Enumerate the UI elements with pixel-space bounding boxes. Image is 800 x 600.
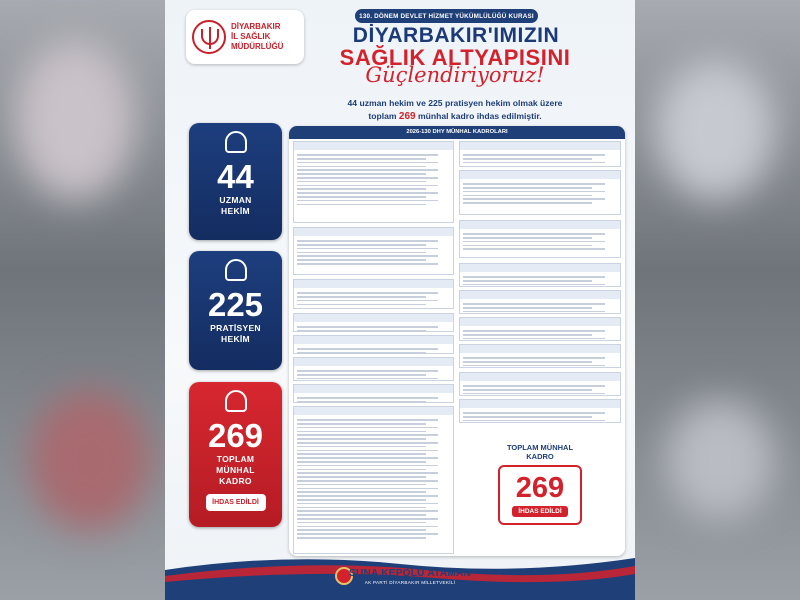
stat-number: 44 (217, 158, 254, 195)
stat-number: 225 (207, 286, 264, 323)
logo-text (231, 22, 283, 52)
intro-number: 269 (398, 111, 416, 122)
kura-badge: 130. DÖNEM DEVLET HİZMET YÜKÜMLÜLÜĞÜ KURASI (355, 9, 538, 23)
section-header (294, 280, 453, 288)
intro-text (315, 97, 595, 123)
stat-card-specialist (189, 123, 282, 240)
stat-label: UZMAN (219, 195, 252, 205)
section-header (294, 407, 453, 415)
left-blurred-background (0, 0, 165, 600)
total-label: TOPLAM MÜNHAL KADRO (506, 443, 574, 461)
table-section (459, 290, 621, 314)
table-section (459, 263, 621, 287)
total-vacancy-block (495, 443, 585, 525)
logo-line2: İL SAĞLIK (231, 32, 271, 41)
section-header (294, 336, 453, 344)
stat-label: PRATİSYEN (210, 323, 261, 333)
intro-line1: 44 uzman hekim ve 225 pratisyen hekim olmak üzere (347, 98, 563, 108)
headline-infrastructure: SAĞLIK ALTYAPISINI (339, 45, 571, 70)
table-section (293, 313, 454, 332)
section-header (460, 291, 620, 299)
logo-line1: DİYARBAKIR (231, 22, 281, 31)
section-header (460, 373, 620, 381)
stat-number: 269 (207, 417, 264, 454)
intro-line2: toplam 269 münhal kadro ihdas edilmiştir. (368, 111, 542, 122)
established-badge: İHDAS EDİLDİ (206, 494, 266, 511)
section-header (460, 400, 620, 408)
blur-blob (665, 400, 775, 520)
section-header (460, 221, 620, 229)
stat-label: KADRO (219, 476, 252, 486)
section-header (294, 228, 453, 236)
blur-blob (655, 60, 775, 200)
section-header (294, 314, 453, 322)
table-section (459, 317, 621, 341)
group-icon (225, 390, 247, 412)
headline-city: DİYARBAKIR'IMIZIN (352, 24, 560, 47)
section-header (460, 264, 620, 272)
section-header (294, 142, 453, 150)
ministry-logo-card (186, 10, 304, 64)
table-section (293, 335, 454, 354)
poster (165, 0, 635, 600)
table-section (293, 357, 454, 381)
table-section (459, 170, 621, 215)
nurse-icon (225, 259, 247, 281)
vacancy-table-title: 2026-130 DHY MÜNHAL KADROLARI (289, 126, 625, 139)
total-box (498, 465, 582, 525)
doctor-icon (225, 131, 247, 153)
section-header (460, 318, 620, 326)
headline-strengthening: Güçlendiriyoruz! (365, 63, 545, 87)
table-section (293, 406, 454, 554)
table-section (293, 227, 454, 275)
section-header (294, 358, 453, 366)
right-blurred-background (635, 0, 800, 600)
section-header (460, 171, 620, 179)
section-header (460, 142, 620, 150)
table-section (459, 399, 621, 423)
section-header (294, 385, 453, 393)
stat-label: TOPLAM (216, 454, 255, 464)
logo-line3: MÜDÜRLÜĞÜ (231, 42, 284, 51)
table-section (459, 220, 621, 258)
table-section (459, 141, 621, 167)
stat-label: HEKİM (221, 334, 250, 344)
table-section (293, 384, 454, 403)
section-header (460, 345, 620, 353)
blur-blob (15, 40, 135, 200)
stat-card-general (189, 251, 282, 370)
table-section (459, 372, 621, 396)
stat-card-total (189, 382, 282, 527)
table-section (459, 344, 621, 368)
table-section (293, 141, 454, 223)
stat-label: MÜNHAL (216, 465, 255, 475)
total-number: 269 (515, 472, 565, 504)
footer-subtitle: AK PARTİ DİYARBAKIR MİLLETVEKİLİ (364, 580, 456, 585)
blur-blob (30, 390, 150, 530)
table-section (293, 279, 454, 309)
established-badge: İHDAS EDİLDİ (512, 506, 567, 517)
stat-label: HEKİM (221, 206, 250, 216)
caduceus-icon (192, 20, 226, 54)
footer-name: SUNA KEPOLU ATAMAN (348, 568, 472, 579)
